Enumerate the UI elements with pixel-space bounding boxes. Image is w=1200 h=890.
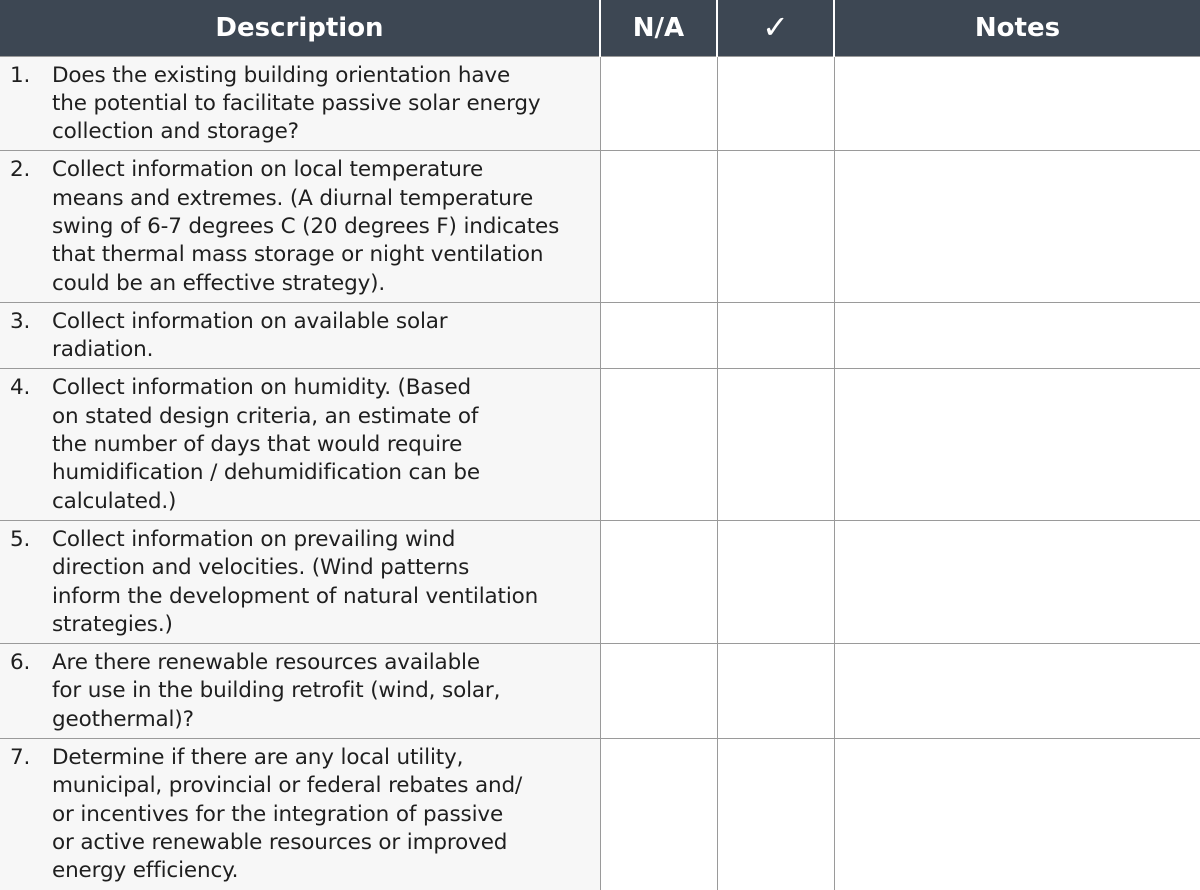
item-text [52, 308, 592, 365]
item-text [52, 526, 592, 639]
na-cell[interactable] [600, 739, 717, 890]
item-text-line: strategies.) [52, 611, 173, 637]
item-text-line: swing of 6-7 degrees C (20 degrees F) indicates [52, 213, 560, 239]
item-text-line: means and extremes. (A diurnal temperature [52, 185, 534, 211]
table-row [0, 644, 1200, 739]
item-text-line: collection and storage? [52, 119, 299, 145]
item-text-line: Collect information on prevailing wind [52, 526, 456, 552]
column-header-check [717, 0, 834, 56]
item-text-line: Determine if there are any local utility, [52, 745, 464, 771]
item-text [52, 374, 592, 515]
item-text-line: or active renewable resources or improved [52, 829, 508, 855]
item-text-line: the potential to facilitate passive solar energy [52, 90, 541, 116]
item-text-line: radiation. [52, 337, 154, 363]
description-cell [0, 151, 600, 302]
item-text-line: geothermal)? [52, 706, 194, 732]
na-cell[interactable] [600, 520, 717, 643]
item-text [52, 649, 592, 734]
check-cell[interactable] [717, 739, 834, 890]
item-text-line: humidification / dehumidification can be [52, 460, 480, 486]
description-cell [0, 302, 600, 369]
notes-cell[interactable] [834, 369, 1200, 520]
item-number: 5. [10, 526, 31, 552]
column-header-notes: Notes [834, 0, 1200, 56]
item-text-line: or incentives for the integration of passive [52, 801, 504, 827]
item-text-line: energy efficiency. [52, 858, 239, 884]
notes-cell[interactable] [834, 644, 1200, 739]
item-text-line: Collect information on available solar [52, 308, 448, 334]
item-text-line: calculated.) [52, 488, 177, 514]
na-cell[interactable] [600, 56, 717, 151]
item-number: 4. [10, 375, 31, 401]
description-cell [0, 369, 600, 520]
item-text-line: on stated design criteria, an estimate of [52, 403, 479, 429]
na-cell[interactable] [600, 151, 717, 302]
item-text-line: that thermal mass storage or night ventilation [52, 242, 544, 268]
notes-cell[interactable] [834, 520, 1200, 643]
notes-cell[interactable] [834, 739, 1200, 890]
item-number: 6. [10, 650, 31, 676]
item-text [52, 156, 592, 297]
item-text-line: inform the development of natural ventilation [52, 583, 539, 609]
check-cell[interactable] [717, 520, 834, 643]
description-cell [0, 56, 600, 151]
item-text [52, 744, 592, 885]
item-text-line: municipal, provincial or federal rebates and/ [52, 773, 523, 799]
item-text-line: the number of days that would require [52, 432, 463, 458]
table-row [0, 302, 1200, 369]
item-text-line: could be an effective strategy). [52, 270, 386, 296]
item-text-line: Are there renewable resources available [52, 650, 480, 676]
item-number: 3. [10, 308, 31, 334]
check-cell[interactable] [717, 302, 834, 369]
description-cell [0, 520, 600, 643]
item-number: 2. [10, 157, 31, 183]
item-text [52, 62, 592, 147]
description-cell [0, 644, 600, 739]
item-number: 7. [10, 745, 31, 771]
table-row [0, 151, 1200, 302]
na-cell[interactable] [600, 302, 717, 369]
column-header-description: Description [0, 0, 600, 56]
item-text-line: Does the existing building orientation have [52, 62, 511, 88]
checkmark-icon: ✓ [762, 7, 789, 46]
description-cell [0, 739, 600, 890]
notes-cell[interactable] [834, 302, 1200, 369]
notes-cell[interactable] [834, 56, 1200, 151]
notes-cell[interactable] [834, 151, 1200, 302]
na-cell[interactable] [600, 644, 717, 739]
table-row [0, 739, 1200, 890]
check-cell[interactable] [717, 369, 834, 520]
column-header-na: N/A [600, 0, 717, 56]
check-cell[interactable] [717, 151, 834, 302]
table-row [0, 369, 1200, 520]
item-text-line: for use in the building retrofit (wind, solar, [52, 678, 501, 704]
table-row [0, 56, 1200, 151]
check-cell[interactable] [717, 56, 834, 151]
item-text-line: direction and velocities. (Wind patterns [52, 555, 470, 581]
check-cell[interactable] [717, 644, 834, 739]
item-text-line: Collect information on local temperature [52, 157, 484, 183]
header-row [0, 0, 1200, 56]
item-number: 1. [10, 62, 31, 88]
item-text-line: Collect information on humidity. (Based [52, 375, 472, 401]
na-cell[interactable] [600, 369, 717, 520]
table-row [0, 520, 1200, 643]
